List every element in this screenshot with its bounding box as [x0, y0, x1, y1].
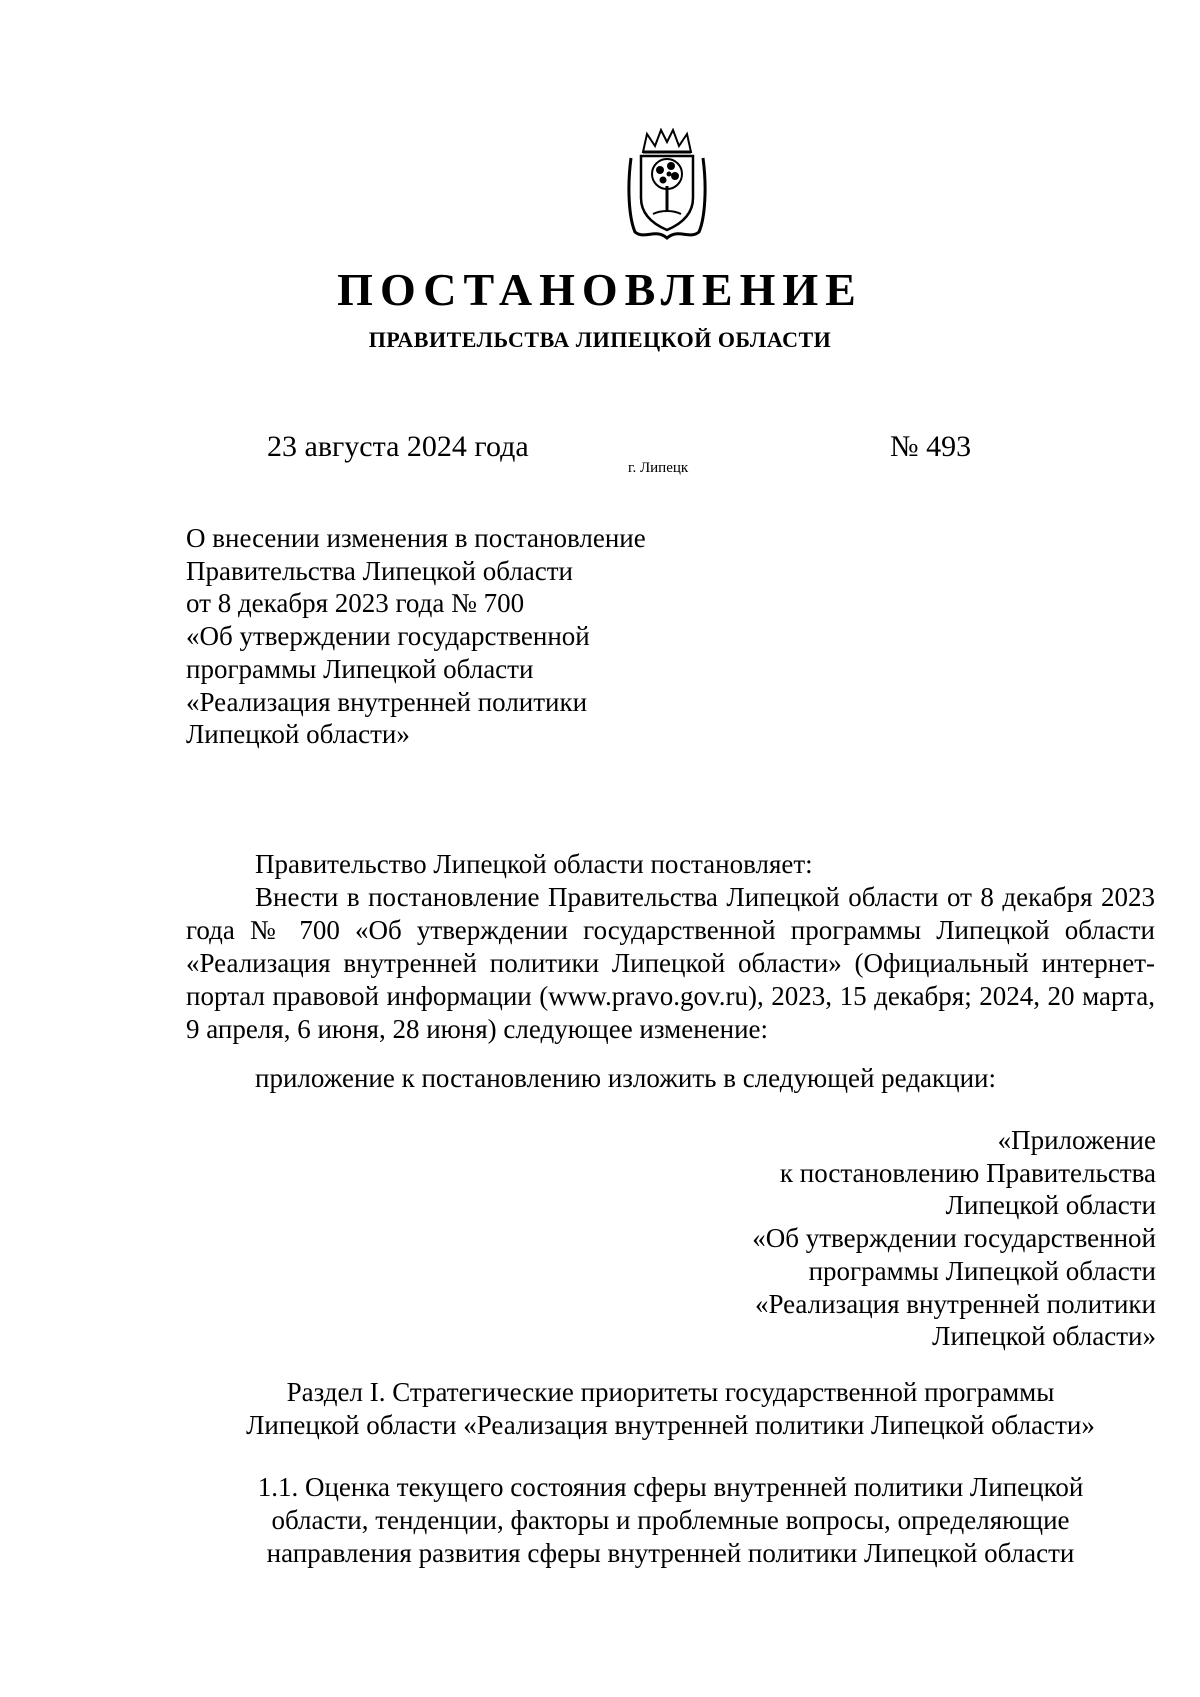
section-heading-line: Липецкой области «Реализация внутренней политики Липецкой области»: [246, 1410, 1095, 1440]
appendix-heading: [752, 1124, 1156, 1353]
subject-line: «Об утверждении государственной: [186, 621, 590, 652]
subsection-heading-line: области, тенденции, факторы и проблемные вопросы, определяющие: [271, 1505, 1070, 1535]
subject-line: О внесении изменения в постановление: [186, 523, 646, 553]
appendix-line: «Приложение: [997, 1125, 1156, 1155]
document-subject: [186, 522, 746, 751]
subject-line: Липецкой области»: [186, 719, 410, 750]
document-title: ПОСТАНОВЛЕНИЕ: [337, 264, 863, 315]
appendix-line: Липецкой области»: [932, 1321, 1156, 1352]
subsection-heading-line: 1.1. Оценка текущего состояния сферы внутренней политики Липецкой: [257, 1472, 1084, 1502]
appendix-line: «Об утверждении государственной: [752, 1223, 1156, 1254]
section-heading: [186, 1376, 1155, 1442]
subsection-heading: [186, 1471, 1155, 1570]
appendix-line: к постановлению Правительства: [779, 1157, 1156, 1188]
appendix-line: Липецкой области: [945, 1190, 1156, 1221]
subject-line: от 8 декабря 2023 года № 700: [186, 588, 525, 619]
subject-line: программы Липецкой области: [186, 653, 534, 684]
subject-line: Правительства Липецкой области: [186, 555, 574, 586]
resolution-instruction: приложение к постановлению изложить в следующей редакции:: [255, 1063, 996, 1093]
section-heading-line: Раздел I. Стратегические приоритеты государственной программы: [286, 1377, 1055, 1407]
document-number: № 493: [890, 430, 972, 463]
subject-line: «Реализация внутренней политики: [186, 686, 588, 717]
resolution-intro: Правительство Липецкой области постановляет:: [255, 849, 813, 879]
subsection-heading-line: направления развития сферы внутренней политики Липецкой области: [266, 1538, 1075, 1568]
document-city: г. Липецк: [628, 460, 689, 476]
appendix-line: «Реализация внутренней политики: [754, 1288, 1156, 1319]
resolution-paragraph: Внести в постановление Правительства Липецкой области от 8 декабря 2023 года № 700 «Об утверждении государственной программы Липецкой области «Реализация внутренней политики Липецкой области» (Официальный интернет-портал правовой информации (www.pravo.gov.ru), 2023, 15 декабря; 2024, 20 марта, 9 апреля, 6 июня, 28 июня) следующее изменение:: [186, 882, 1155, 1044]
document-issuer: ПРАВИТЕЛЬСТВА ЛИПЕЦКОЙ ОБЛАСТИ: [368, 327, 832, 352]
appendix-line: программы Липецкой области: [808, 1255, 1156, 1286]
coat-of-arms-icon: [625, 128, 709, 244]
document-date: 23 августа 2024 года: [267, 430, 529, 463]
